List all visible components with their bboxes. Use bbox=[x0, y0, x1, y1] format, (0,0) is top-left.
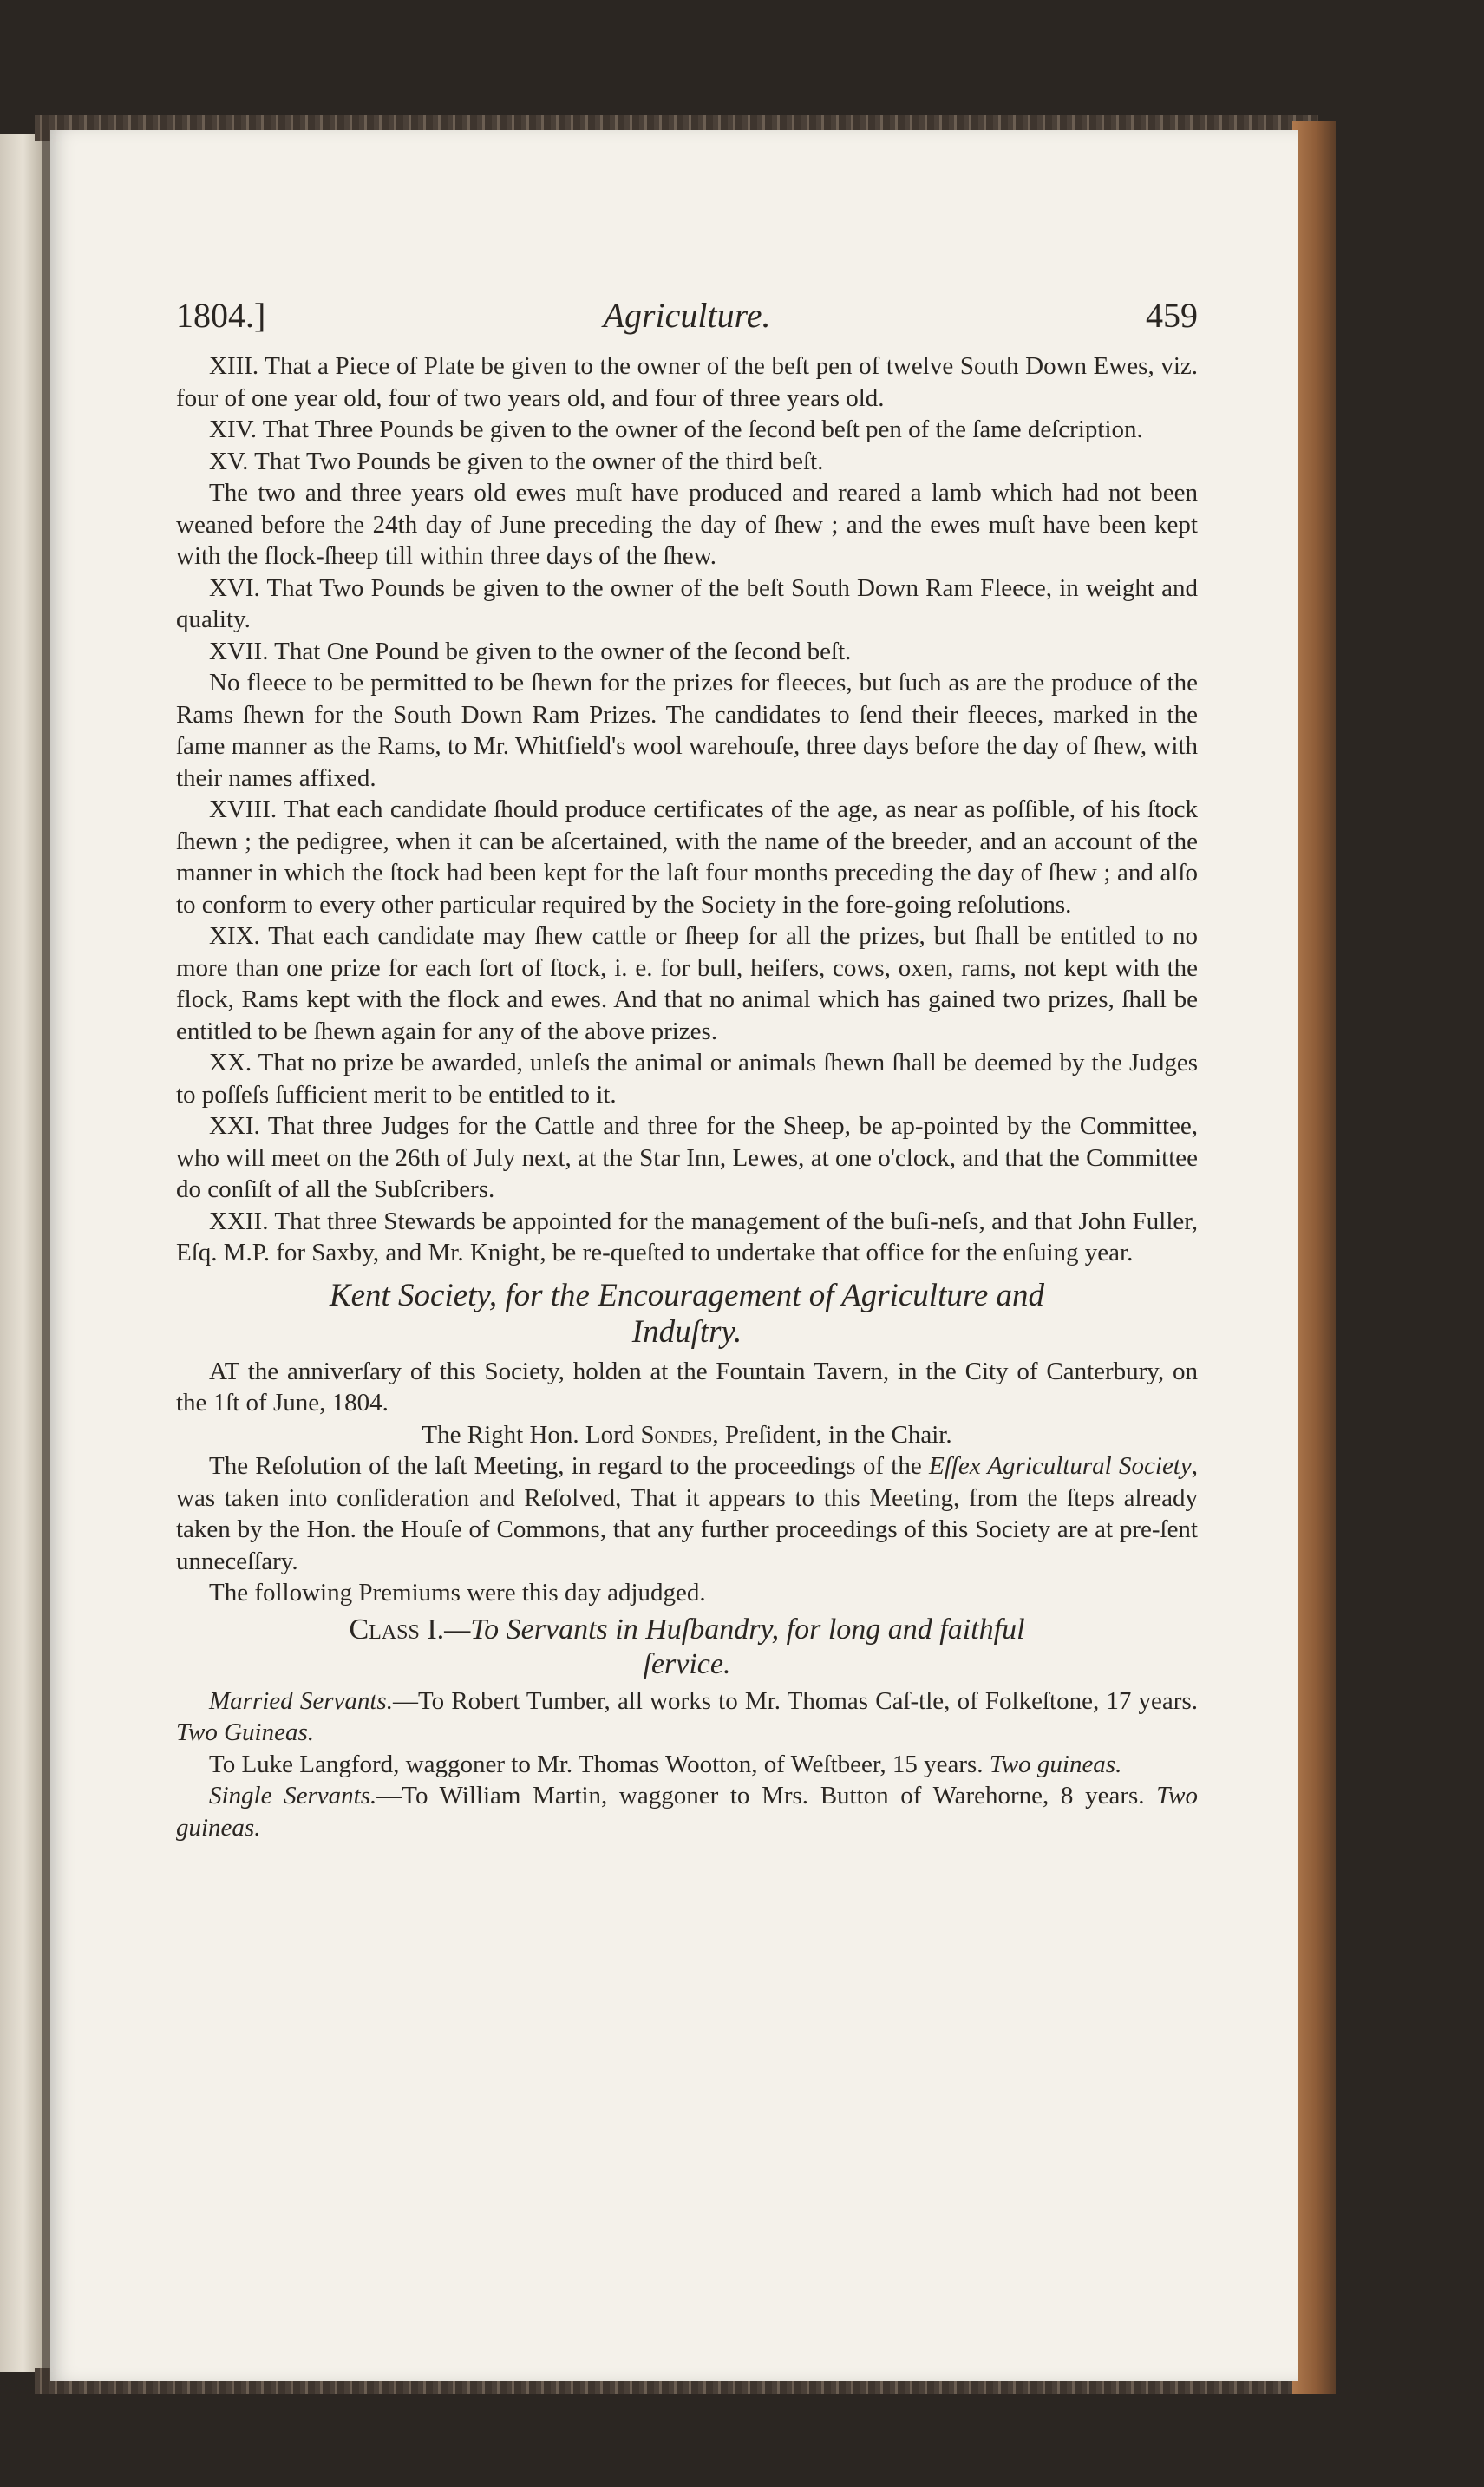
chair-line bbox=[176, 1419, 1198, 1451]
single-servants-entry bbox=[176, 1780, 1198, 1843]
running-head-year: 1804.] bbox=[176, 296, 266, 335]
resolution-xxii: XXII. That three Stewards be appointed for the management of the buſi-neſs, and that John Fuller, Eſq. M.P. for Saxby, and Mr. Knight, be re-queſted to undertake that office for the enſuing year. bbox=[176, 1207, 1198, 1266]
essex-society-name: Eſſex Agricultural Society bbox=[929, 1452, 1192, 1480]
class-label: Class I. bbox=[349, 1613, 445, 1646]
married-servants-prize: Two Guineas. bbox=[176, 1718, 314, 1746]
section-heading-kent-society bbox=[176, 1278, 1198, 1351]
resolution-xx: XX. That no prize be awarded, unleſs the animal or animals ſhewn ſhall be deemed by the Judges to poſſeſs ſufficient merit to be entitled to it. bbox=[176, 1049, 1198, 1109]
resolution-paragraph bbox=[176, 1450, 1198, 1577]
binding-gutter bbox=[42, 121, 50, 2386]
resolution-text-b: , was taken into conſideration and Reſolved, That it appears to this Meeting, from the ſteps already taken by the Hon. the Houſe of Commons, that any further proceedings of this Society are at pre-ſent unneceſſary. bbox=[176, 1452, 1198, 1575]
resolution-xviii: XVIII. That each candidate ſhould produce certificates of the age, as near as poſſible, of his ſtock ſhewn ; the pedigree, when it can be aſcertained, with the name of the breeder, and an account of the manner in which the ſtock had been kept for the laſt four months preceding the day of ſhew ; and alſo to conform to every other particular required by the Society in the fore-going reſolutions. bbox=[176, 795, 1198, 919]
resolution-xvii: XVII. That One Pound be given to the owner of the ſecond beſt. bbox=[209, 637, 852, 665]
book-page bbox=[50, 130, 1298, 2381]
chair-pre: The Right Hon. Lord bbox=[422, 1420, 635, 1449]
resolution-text-a: The Reſolution of the laſt Meeting, in regard to the proceedings of the bbox=[209, 1452, 922, 1480]
section-heading-line2: Induſtry. bbox=[631, 1313, 742, 1350]
langford-text: To Luke Langford, waggoner to Mr. Thomas Wootton, of Weſtbeer, 15 years. bbox=[209, 1750, 984, 1778]
fleece-condition: No fleece to be permitted to be ſhewn for the prizes for fleeces, but ſuch as are the produce of the Rams ſhewn for the South Down Ram Prizes. The candidates to ſend their fleeces, marked in the ſame manner as the Rams, to Mr. Whitfield's wool warehouſe, three days before the day of ſhew, with their names affixed. bbox=[176, 669, 1198, 792]
page-number: 459 bbox=[1146, 296, 1198, 335]
married-servants-label: Married Servants. bbox=[209, 1686, 393, 1715]
single-servants-prize: Two guineas. bbox=[176, 1782, 1198, 1842]
page-content bbox=[176, 295, 1198, 1843]
resolution-xiv: XIV. That Three Pounds be given to the owner of the ſecond beſt pen of the ſame deſcription. bbox=[209, 416, 1143, 443]
ewes-condition: The two and three years old ewes muſt have produced and reared a lamb which had not been weaned before the 24th day of June preceding the day of ſhew ; and the ewes muſt have been kept with the flock-ſheep till within three days of the ſhew. bbox=[176, 479, 1198, 570]
class-heading bbox=[176, 1613, 1198, 1682]
chair-name: Sondes bbox=[640, 1420, 713, 1449]
langford-entry bbox=[176, 1749, 1198, 1781]
resolution-xix: XIX. That each candidate may ſhew cattle or ſheep for all the prizes, but ſhall be entitled to no more than one prize for each ſort of ſtock, i. e. for bull, heifers, cows, oxen, rams, not kept with the flock, Rams kept with the flock and ewes. And that no animal which has gained two prizes, ſhall be entitled to be ſhewn again for any of the above prizes. bbox=[176, 922, 1198, 1045]
running-head-title: Agriculture. bbox=[603, 296, 771, 335]
cover-right-edge bbox=[1292, 121, 1336, 2394]
resolution-xiii: XIII. That a Piece of Plate be given to the owner of the beſt pen of twelve South Down Ewes, viz. four of one year old, four of two years old, and four of three years old. bbox=[176, 352, 1198, 412]
resolution-xv: XV. That Two Pounds be given to the owner of the third beſt. bbox=[209, 447, 824, 475]
anniversary-paragraph: AT the anniverſary of this Society, holden at the Fountain Tavern, in the City of Canterbury, on the 1ſt of June, 1804. bbox=[176, 1357, 1198, 1417]
class-heading-line2: ſervice. bbox=[643, 1647, 731, 1680]
married-servants-entry bbox=[176, 1685, 1198, 1749]
langford-prize: Two guineas. bbox=[989, 1750, 1122, 1778]
single-servants-text: —To William Martin, waggoner to Mrs. Button of Warehorne, 8 years. bbox=[376, 1782, 1145, 1810]
previous-page-edge bbox=[0, 134, 42, 2372]
resolution-xvi: XVI. That Two Pounds be given to the owner of the beſt South Down Ram Fleece, in weight and quality. bbox=[176, 573, 1198, 633]
class-heading-line1 bbox=[176, 1613, 1198, 1647]
married-servants-text: —To Robert Tumber, all works to Mr. Thomas Caſ-tle, of Folkeſtone, 17 years. bbox=[392, 1686, 1198, 1715]
single-servants-label: Single Servants. bbox=[209, 1782, 377, 1810]
resolution-xxi: XXI. That three Judges for the Cattle and three for the Sheep, be ap-pointed by the Committee, who will meet on the 26th of July next, at the Star Inn, Lewes, at one o'clock, and that the Committee do conſiſt of all the Subſcribers. bbox=[176, 1112, 1198, 1203]
chair-post: , Preſident, in the Chair. bbox=[712, 1420, 952, 1449]
premiums-intro: The following Premiums were this day adjudged. bbox=[209, 1579, 706, 1607]
class-title: —To Servants in Huſbandry, for long and faithful bbox=[444, 1613, 1025, 1646]
section-heading-line1: Kent Society, for the Encouragement of Agriculture and bbox=[329, 1277, 1045, 1313]
running-head bbox=[176, 295, 1198, 347]
